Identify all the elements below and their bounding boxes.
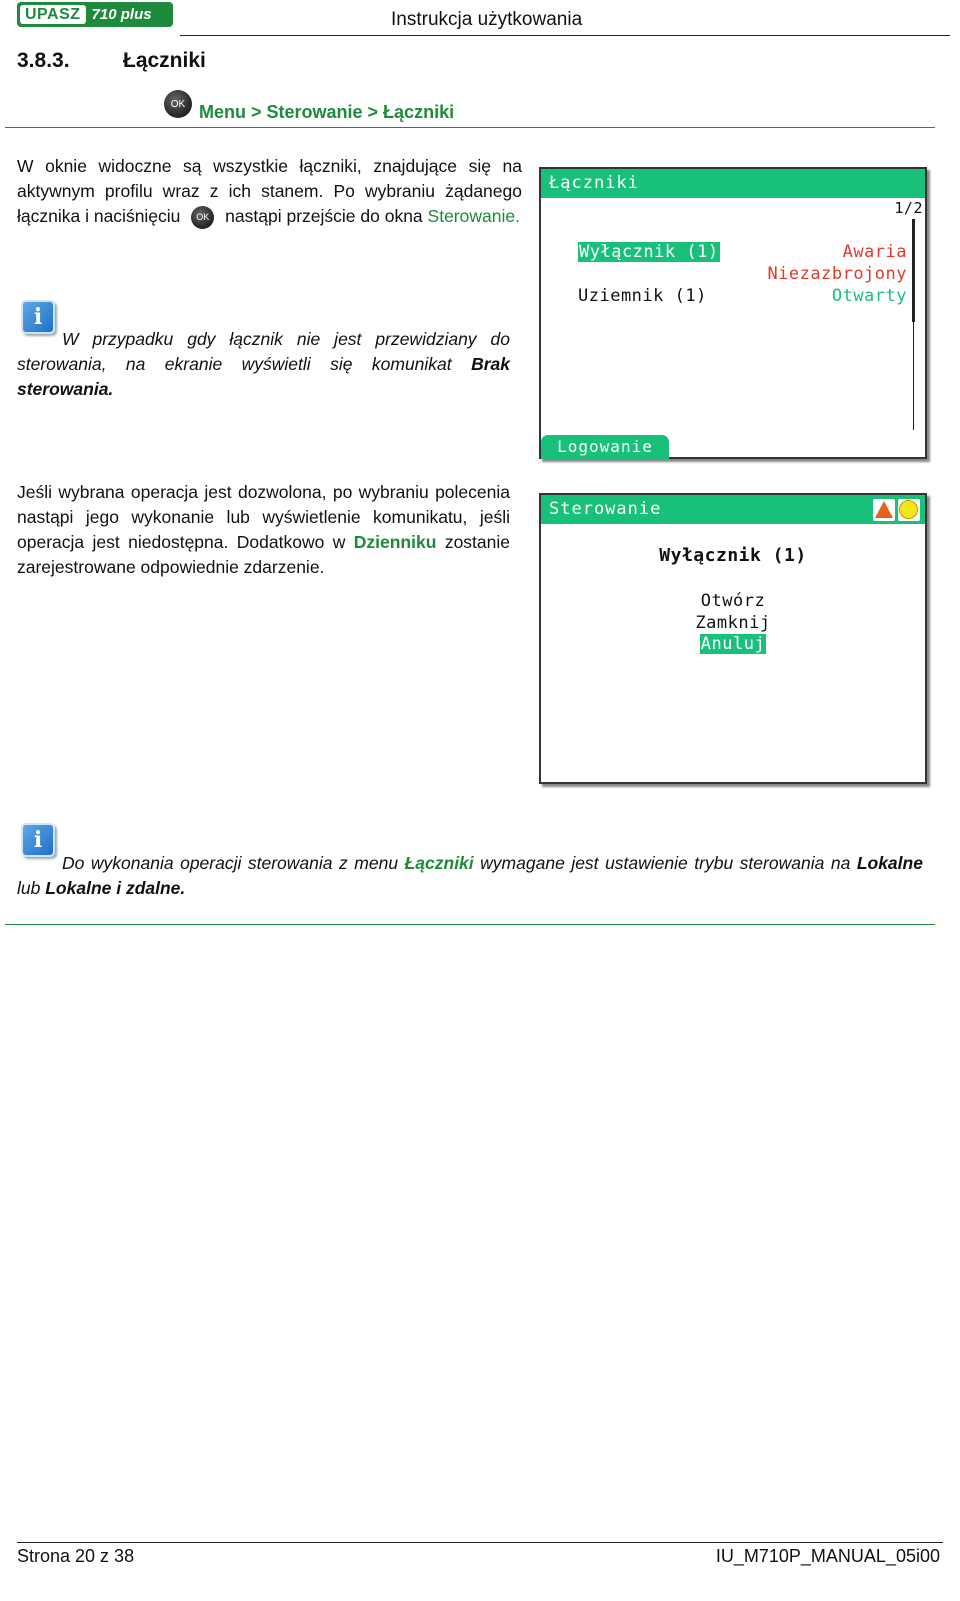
mode-local-remote: Lokalne i zdalne. [45, 878, 186, 898]
screen-page-indicator: 1/2 [894, 199, 923, 217]
scrollbar-track [913, 322, 914, 430]
tab-logowanie[interactable]: Logowanie [541, 435, 669, 459]
note-no-control [17, 327, 510, 402]
switch-row-state: Niezazbrojony [767, 264, 907, 284]
paragraph-operation-text-a: Jeśli wybrana operacja jest dozwolona, po wybraniu polecenia nastąpi jego wykonanie lub wyświetlenie komunikatu, jeśli operacja jest niedostępna. Dodatkowo w [17, 482, 510, 552]
info-icon: i [21, 823, 55, 857]
mode-local: Lokalne [856, 853, 923, 873]
control-option-cancel[interactable] [541, 634, 925, 654]
footer-document-id: IU_M710P_MANUAL_05i00 [715, 1546, 940, 1566]
section-number: 3.8.3. [17, 49, 70, 72]
menu-path: Menu > Sterowanie > Łączniki [199, 102, 455, 122]
device-screen-control [539, 493, 927, 784]
paragraph-operation-text-b: zostanie zarejestrowane odpowiednie zdarzenie. [17, 532, 510, 577]
sterowanie-link[interactable]: Sterowanie. [427, 206, 520, 226]
note-control-mode [17, 851, 923, 901]
ok-button-icon: OK [164, 90, 192, 118]
led-icon-box [898, 499, 920, 521]
note-control-mode-text-a: Do wykonania operacji sterowania z menu [62, 853, 399, 873]
warning-icon-box [873, 499, 895, 521]
scrollbar-thumb[interactable] [912, 219, 915, 322]
note-no-control-bold: Brak sterowania. [17, 354, 510, 399]
mupasz-logo [17, 2, 173, 27]
warning-triangle-icon [875, 501, 893, 518]
control-option-close[interactable]: Zamknij [695, 613, 771, 633]
info-icon: i [21, 300, 55, 334]
paragraph-intro-text-b: nastąpi przejście do okna [225, 206, 423, 226]
switch-row-name-selected: Wyłącznik (1) [579, 242, 719, 262]
note-divider [5, 924, 935, 925]
switch-row-state: Awaria [842, 242, 907, 262]
control-option-cancel-selected: Anuluj [700, 634, 766, 654]
screen-switches-title: Łączniki [541, 169, 925, 198]
paragraph-operation [17, 480, 510, 580]
switch-row-state: Otwarty [831, 286, 907, 306]
logo-model-text: 710 plus [91, 6, 152, 23]
section-title: Łączniki [123, 49, 206, 72]
status-led-icon [899, 500, 918, 519]
paragraph-intro [17, 154, 522, 229]
footer-divider [17, 1542, 943, 1543]
footer-page-number: Strona 20 z 38 [17, 1546, 135, 1566]
switch-row-name[interactable]: Uziemnik (1) [578, 286, 707, 306]
screen-control-title: Sterowanie [541, 495, 925, 524]
logo-box-text: UPASZ [20, 5, 86, 24]
document-header-title: Instrukcja użytkowania [391, 9, 583, 30]
dziennik-link[interactable]: Dzienniku [353, 532, 437, 552]
section-divider [5, 127, 935, 128]
note-no-control-text: W przypadku gdy łącznik nie jest przewidziany do sterowania, na ekranie wyświetli się komunikat [17, 329, 510, 374]
control-device-name: Wyłącznik (1) [659, 545, 807, 566]
header-divider [180, 35, 950, 36]
device-screen-switches [539, 167, 927, 459]
laczniki-link[interactable]: Łączniki [404, 853, 474, 873]
note-control-mode-text-b: wymagane jest ustawienie trybu sterowania na [480, 853, 851, 873]
control-option-open[interactable]: Otwórz [700, 591, 766, 611]
note-control-mode-text-c: lub [17, 878, 41, 898]
inline-ok-button-icon: OK [191, 206, 214, 229]
switch-row-name[interactable] [578, 242, 720, 262]
paragraph-intro-text-a: W oknie widoczne są wszystkie łączniki, znajdujące się na aktywnym profilu wraz z ich stanem. Po wybraniu żądanego łącznika i naciśnięciu [17, 156, 522, 226]
